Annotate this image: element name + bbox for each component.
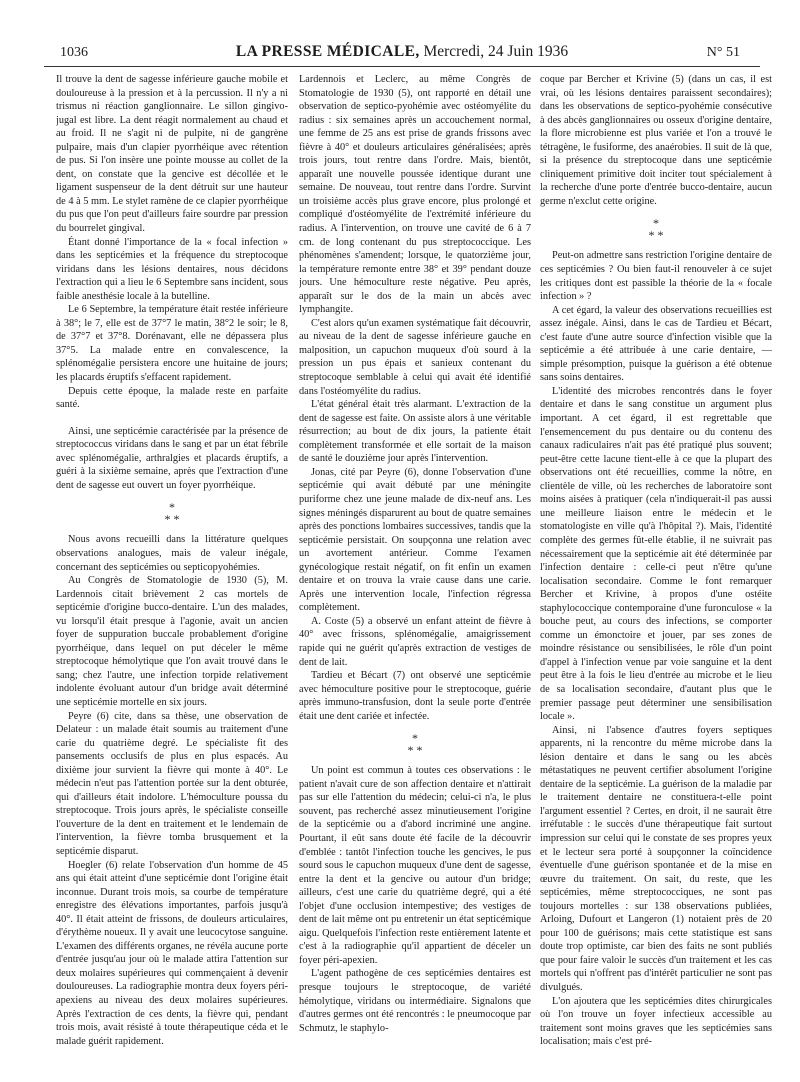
paragraph: Tardieu et Bécart (7) ont observé une septicémie avec hémoculture positive pour le streptocoque, guérie après immuno-transfusion, dont la seule porte d'entrée était une dent cariée et infectée. [299, 670, 531, 722]
paragraph: C'est alors qu'un examen systématique fait découvrir, au niveau de la dent de sagesse inférieure gauche en malposition, un capuchon muqueux d'où sourd à la pression un pus épais et sanieux contenant du streptocoque semblable à celui qui avait été identifié dans l'ostéomyélite du radius. [299, 317, 531, 397]
paragraph: L'état général était très alarmant. L'extraction de la dent de sagesse est faite. On assiste alors à une véritable résurrection; au bout de dix jours, la patiente était complètement transformée et elle sortait de la maison de santé le douzième jour après l'intervention. [299, 399, 531, 465]
separator-stars: * * [164, 512, 180, 527]
paragraph: Jonas, cité par Peyre (6), donne l'observation d'une septicémie qui avait débuté par une méningite puriforme chez une jeune malade de dix-neuf ans. Les signes méningés disparurent au bout de quatre semaines après des ponctions lombaires successives, tandis que la septicémie persistait. On soupçonna une relation avec un avortement antérieur. Comme l'examen gynécologique restait négatif, on fit enfin un examen dentaire et on trouva la vraie cause dans une carie. Après une intervention locale, l'infection régressa complètement. [299, 466, 531, 614]
column-left [56, 73, 288, 1068]
page-header [44, 43, 760, 65]
column-middle [299, 73, 531, 1068]
section-separator [299, 732, 531, 756]
paragraph: L'on ajoutera que les septicémies dites chirurgicales où l'on trouve un foyer infectieux accessible au traitement sont moins graves que les septicémies sans localisation; mais c'est pré- [540, 995, 772, 1048]
paragraph: Peut-on admettre sans restriction l'origine dentaire de ces septicémies ? Ou bien faut-il renouveler à ce sujet les critiques dont est passible la théorie de la « focale infection » ? [540, 250, 772, 303]
issue-date: Mercredi, 24 Juin 1936 [423, 43, 569, 60]
separator-stars: * * [648, 228, 664, 243]
paragraph: Hoegler (6) relate l'observation d'un homme de 45 ans qui était atteint d'une septicémie dont l'origine était inconnue. Durant trois mois, sa courbe de température enregistre des élévations importantes, parfois jusqu'à 40°. Il était atteint de frissons, de douleurs articulaires, d'érythème noueux. Il y avait une leucocytose sanguine. L'examen des différents organes, ne révéla aucune porte d'entrée jusqu'au jour où le malade attira l'attention sur deux molaires supérieures qui commençaient à devenir douloureuses. La radiographie montra deux foyers péri-apexiens au niveau des deux molaires supérieures. Après l'extraction de ces dents, la fièvre qui, pendant trois mois, avait résisté à toute thérapeutique céda et le malade guérit rapidement. [56, 859, 288, 1047]
separator-stars: * * [407, 743, 423, 758]
column-right [540, 73, 772, 1068]
paragraph: A cet égard, la valeur des observations recueillies est assez inégale. Ainsi, dans le cas de Tardieu et Bécart, c'est faute d'une autre source d'infection visible que la septicémie a été attribuée à une carie dentaire, — simple présomption, puisque la guérison a été obtenue sans soins dentaires. [540, 304, 772, 384]
journal-name: LA PRESSE MÉDICALE, [235, 43, 420, 60]
paragraph: Il trouve la dent de sagesse inférieure gauche mobile et douloureuse à la pression et à la percussion. Il n'y a ni trismus ni réaction ganglionnaire. Le sillon gingivo-jugal est libre. La dent réagit normalement au chaud et au froid. Il ne s'agit ni de pulpite, ni de gangrène pulpaire, mais d'un clapier pyorrhéique avec rétention de pus. Si l'on insère une pointe mousse au collet de la dent, on constate que la gencive est décollée et le ligament suspenseur de la dent détruit sur une hauteur de 4 à 5 mm. Le stylet ramène de ce clapier pyorrhéique du pus que l'on peut d'ailleurs faire sourdre par pression du bourrelet gingival. [56, 74, 288, 235]
paragraph: Le 6 Septembre, la température était restée inférieure à 38°; le 7, elle est de 37°7 le matin, 38°2 le soir; le 8, de 37°7 et 37°8. Dorénavant, elle ne dépassera plus 37°5. La malade entre en convalescence, la splénomégalie persistera encore une huitaine de jours; les placards éruptifs s'effacent rapidement. [56, 304, 288, 384]
section-separator [56, 501, 288, 525]
paragraph: L'identité des microbes rencontrés dans le foyer dentaire et dans le sang constitue un argument plus important. A cet égard, il est regrettable que l'ensemencement du pus dentaire ou du contenu des canaux radiculaires n'ait pas été pratiqué plus souvent; peut-être cette lacune tient-elle à ce que la plupart des observations ont été recueillies, comme la nôtre, en clientèle de ville, où les recherches de laboratoire sont moins aisées à pratiquer (cela n'indiquerait-il pas aussi une meilleure liaison entre le médecin et le stomatologiste en ville qu'à l'hôpital ?). Mais, l'identité complète des germes fût-elle établie, il ne suivrait pas nécessairement que la septicémie ait été déterminée par l'infection dentaire : celle-ci peut n'être qu'une localisation secondaire. Comme le font remarquer Bercher et Krivine, à propos d'une ostéite staphylococcique contemporaine d'une furonculose « la bouche peut, au cours des infections, se comporter comme un émonctoire et jouer, par ses zones de moindre résistance ou sensibilisées, le rôle d'un point d'appel à l'infection venue par voie sanguine et la dent peut être à la fois le lieu d'entrée au microbe et le lieu de sa localisation secondaire, d'autant plus que le premier passage peut déterminer une sensibilisation locale ». [540, 385, 772, 723]
paragraph: Un point est commun à toutes ces observations : le patient n'avait cure de son affection dentaire et n'attirait pas sur elle l'attention du médecin; celui-ci n'a, le plus souvent, pas recherché assez minutieusement l'origine de la septicémie ou a d'abord incriminé une angine. Pourtant, il eût sans doute été facile de la découvrir d'emblée : tantôt l'infection touche les gencives, le pus sourd sous le capuchon muqueux d'une dent de sagesse, entre la dent et la gencive ou autour d'un bridge; ailleurs, c'est une carie du quatrième degré, qui a été l'objet d'une occlusion intempestive; des vestiges de dent de lait même ont pu entretenir un état septicémique aigu. Quelquefois l'infection reste entièrement latente et c'est à la radiographie qu'il appartient de déceler un foyer péri-apexien. [299, 765, 531, 966]
page-number: 1036 [60, 45, 88, 60]
paragraph: Ainsi, une septicémie caractérisée par la présence de streptococcus viridans dans le sang et par un état fébrile avec splénomégalie, arthralgies et placards éruptifs, a guéri à la sixième semaine, après que l'extraction d'une dent de sagesse eut ouvert un foyer pyorrhéique. [56, 425, 288, 491]
paragraph: A. Coste (5) a observé un enfant atteint de fièvre à 40° avec frissons, splénomégalie, amaigrissement rapide qui ne guérit qu'après extraction de vestiges de dent de lait. [299, 615, 531, 668]
issue-number: N° 51 [706, 45, 740, 60]
paragraph: Ainsi, ni l'absence d'autres foyers septiques apparents, ni la rencontre du même microbe dans la lésion dentaire et dans le sang ou les abcès métastatiques ne peuvent certifier absolument l'origine dentaire de la septicémie. La guérison de la maladie par le traitement dentaire ne constituera-t-elle point l'argument essentiel ? Certes, en droit, il ne saurait être irréfutable : le succès d'une thérapeutique fait surtout impression sur celui qui le constate de ses propres yeux et le lecteur sera porté à soupçonner la coïncidence éventuelle d'une guérison spontanée et de la mise en œuvre du traitement. On sait, du reste, que les septicémies, même streptococciques, ne sont pas toujours mortelles : sur 138 observations publiées, Arloing, Dufourt et Langeron (1) notaient près de 20 pour 100 de guérisons; mais cette statistique est sans doute trop optimiste, car bien des faits ne sont publiés que pour faire valoir le succès d'un traitement et les cas mortels qui n'offrent pas d'intérêt particulier ne sont pas divulgués. [540, 724, 772, 993]
paragraph: Peyre (6) cite, dans sa thèse, une observation de Delateur : un malade était soumis au traitement d'une carie du quatrième degré. Le spécialiste fit des pansements occlusifs de plus en plus espacés. Au dixième jour survient la fièvre qui monte à 40°. Le médecin n'eut pas l'attention portée sur la dent obturée, qui d'ailleurs était indolore. L'hémoculture poussa du streptocoque. Trois jours après, le spécialiste conseille l'ouverture de la dent en traitement et le lendemain de l'intervention, la fièvre tomba brusquement et la septicémie disparut. [56, 710, 288, 857]
paragraph: Étant donné l'importance de la « focal infection » dans les septicémies et la fréquence du streptocoque viridans dans les lésions dentaires, nous décidons l'extraction qui a lieu le 6 Septembre sans incident, sous faible anesthésie locale à la butelline. [56, 236, 288, 302]
paragraph: coque par Bercher et Krivine (5) (dans un cas, il est vrai, où les lésions dentaires paraissent secondaires); dans les observations de septico-pyohémie consécutive à des abcès ganglionnaires ou osseux d'origine dentaire, la flore microbienne est plus variée et l'on a trouvé le tétragène, le fusiforme, des anaérobies. Il suit de là que, si la présence du streptocoque dans une septicémie cliniquement primitive doit inciter tout spécialement à la recherche d'une porte d'entrée bucco-dentaire, aucun germe n'exclut cette origine. [540, 74, 772, 207]
paragraph: Depuis cette époque, la malade reste en parfaite santé. [56, 385, 288, 411]
paragraph: L'agent pathogène de ces septicémies dentaires est presque toujours le streptocoque, de variété hémolytique, viridans ou intermédiaire. Signalons que d'autres germes ont été rencontrés : le pneumocoque par Schmutz, le staphylo- [299, 968, 531, 1034]
paragraph: Au Congrès de Stomatologie de 1930 (5), M. Lardennois citait brièvement 2 cas mortels de septicémie d'origine bucco-dentaire. L'un des malades, vu lorsqu'il était presque à l'agonie, avait un ancien foyer de suppuration buccale probablement d'origine pyorrhéique, dans lequel on put déceler le même streptocoque hémolytique que l'on avait trouvé dans le sang; chez l'autre, une infection torpide relativement indolente évoluant autour d'un bridge avait déterminé une septicémie mortelle en six jours. [56, 575, 288, 708]
paragraph: Lardennois et Leclerc, au même Congrès de Stomatologie de 1930 (5), ont rapporté en détail une observation de septico-pyohémie avec ostéomyélite du radius : six semaines après un accouchement normal, une femme de 25 ans est prise de grands frissons avec fièvre à 40° et douleurs articulaires généralisées; après trois jours, tout rentre dans l'ordre. Mais, bientôt, apparaît une nouvelle poussée identique durant une semaine. De nouveau, tout rentre dans l'ordre. Survint un troisième accès plus grave encore, plus prolongé et compliqué d'ostéomyélite de l'extrémité inférieure du radius. A l'intervention, on trouve une cavité de 6 à 7 cm. de long contenant du pus streptococcique. Les phénomènes s'amendent; lorsque, le quatorzième jour, la température remonte entre 38° et 39° pendant douze jours. Une hémoculture reste négative. Peu après, apparaît sur le dos de la main un abcès avec lymphangite. [299, 74, 531, 316]
running-title [44, 43, 760, 61]
separator-star: * [412, 731, 418, 746]
paragraph: Nous avons recueilli dans la littérature quelques observations analogues, mais de valeur inégale, concernant des septicémies ou septicopyohémies. [56, 534, 288, 573]
section-separator [540, 217, 772, 241]
separator-star: * [653, 216, 659, 231]
header-rule [44, 66, 760, 67]
separator-star: * [169, 500, 175, 515]
